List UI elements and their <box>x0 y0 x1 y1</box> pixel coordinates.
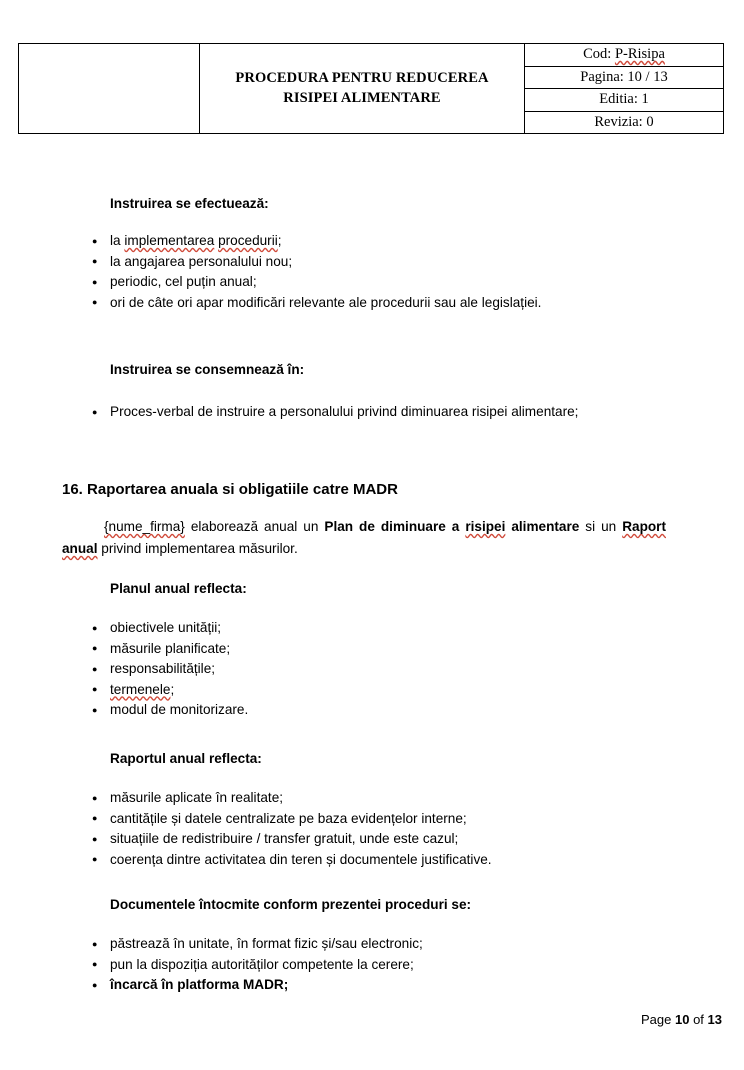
header-title-line-2: RISIPEI ALIMENTARE <box>283 89 441 106</box>
header-pagina-label: Pagina: <box>580 68 624 85</box>
list-item: ● modul de monitorizare. <box>92 700 248 721</box>
document-header-table <box>18 43 724 134</box>
lead-raport-anual: Raportul anual reflecta: <box>110 751 262 766</box>
footer-prefix: Page <box>640 1012 672 1027</box>
list-item: ● ori de câte ori apar modificări relevante ale procedurii sau ale legislației. <box>92 293 541 314</box>
list-item: ● situațiile de redistribuire / transfer gratuit, unde este cazul; <box>92 829 492 850</box>
paragraph-part-6: privind implementarea măsurilor. <box>97 541 298 556</box>
list-instruire-efectueaza <box>92 231 541 313</box>
header-pagina-cell <box>525 66 723 89</box>
header-meta-row-cod <box>525 44 723 66</box>
header-title-cell <box>200 44 525 134</box>
list-item: ● coerența dintre activitatea din teren și documentele justificative. <box>92 850 492 871</box>
lead-instruire-efectueaza: Instruirea se efectuează: <box>110 196 269 211</box>
lead-instruire-consemneaza: Instruirea se consemnează în: <box>110 362 305 377</box>
list-item: ● obiectivele unității; <box>92 618 248 639</box>
paragraph-part-2: elaborează anual un <box>184 519 325 534</box>
list-item: ● măsurile aplicate în realitate; <box>92 788 492 809</box>
header-cod-value: P-Risipa <box>614 46 665 62</box>
header-meta-table <box>525 44 723 133</box>
section-heading-16: 16. Raportarea anuala si obligatiile catre MADR <box>62 481 398 498</box>
list-item: ● cantitățile și datele centralizate pe baza evidențelor interne; <box>92 809 492 830</box>
header-editia-cell: Editia: 1 <box>525 89 723 112</box>
lead-documente: Documentele întocmite conform prezentei proceduri se: <box>110 897 472 912</box>
footer-middle: of <box>693 1012 704 1027</box>
header-logo-cell <box>19 44 200 134</box>
page-footer <box>0 1012 722 1027</box>
list-item: ● păstrează în unitate, în format fizic și/sau electronic; <box>92 934 423 955</box>
list-item: ● la implementarea procedurii; <box>92 231 541 252</box>
header-meta-cell <box>525 44 724 134</box>
list-item: ● încarcă în platforma MADR; <box>92 975 423 996</box>
paragraph-bold-raport: Raport anual <box>62 519 666 556</box>
header-pagina-value: 10 <box>627 68 642 85</box>
header-pagina-total: 13 <box>653 68 668 85</box>
header-cod-cell <box>525 44 723 66</box>
paragraph-bold-plan: Plan de diminuare a risipei alimentare <box>324 519 580 534</box>
header-pagina-separator: / <box>645 68 650 85</box>
list-item: ● periodic, cel puțin anual; <box>92 272 541 293</box>
header-meta-row-editia <box>525 89 723 112</box>
paragraph-part-4: si un <box>579 519 623 534</box>
list-item: ● termenele; <box>92 680 248 701</box>
list-item: ● Proces-verbal de instruire a personalului privind diminuarea risipei alimentare; <box>92 402 578 423</box>
list-plan-anual <box>92 618 248 721</box>
header-meta-row-pagina <box>525 66 723 89</box>
header-meta-row-revizia <box>525 111 723 133</box>
list-item: ● la angajarea personalului nou; <box>92 252 541 273</box>
header-cod-label: Cod: <box>583 46 612 62</box>
list-item: ● măsurile planificate; <box>92 639 248 660</box>
list-item: ● pun la dispoziția autorităților competente la cerere; <box>92 955 423 976</box>
list-documente <box>92 934 423 996</box>
list-raport-anual <box>92 788 492 870</box>
list-instruire-consemneaza <box>92 402 578 423</box>
placeholder-nume-firma: {nume_firma} <box>104 519 185 534</box>
lead-plan-anual: Planul anual reflecta: <box>110 581 247 596</box>
list-item: ● responsabilitățile; <box>92 659 248 680</box>
footer-total-pages: 13 <box>707 1012 722 1027</box>
header-title-line-1: PROCEDURA PENTRU REDUCEREA <box>235 69 489 86</box>
paragraph-section-16 <box>62 516 666 560</box>
footer-page-number: 10 <box>674 1012 690 1027</box>
header-revizia-cell: Revizia: 0 <box>594 113 654 130</box>
